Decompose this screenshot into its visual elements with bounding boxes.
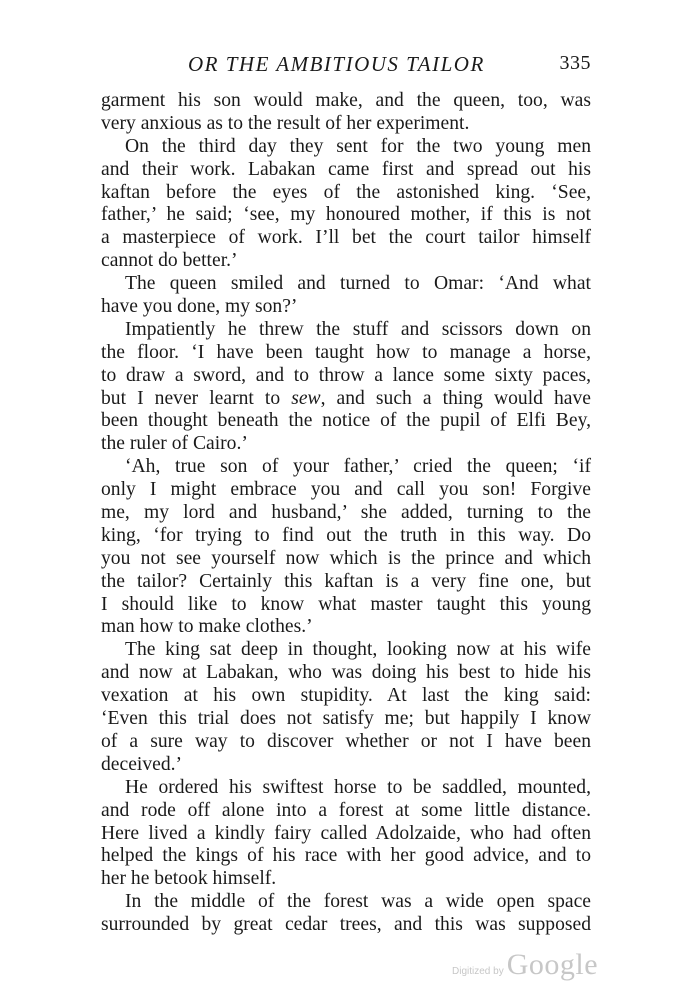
text-line: vexation at his own stupidity. At last the king said: [101, 685, 591, 707]
text-line: garment his son would make, and the queen, too, was [101, 90, 591, 111]
digitized-watermark [452, 948, 599, 981]
text-line: her he betook himself. [101, 868, 277, 890]
text-line: the floor. ‘I have been taught how to manage a horse, [101, 341, 591, 363]
text-fragment: but I never learnt to [101, 387, 292, 409]
text-line: only I might embrace you and call you son! Forgive [101, 479, 591, 501]
text-line: The king sat deep in thought, looking now at his wife [125, 639, 591, 661]
text-line: of a sure way to discover whether or not I have been [101, 730, 591, 752]
text-fragment: , and such a thing would have [320, 387, 591, 409]
text-line: The queen smiled and turned to Omar: ‘And what [125, 273, 591, 295]
text-line: kaftan before the eyes of the astonished king. ‘See, [101, 181, 591, 203]
running-title: OR THE AMBITIOUS TAILOR [188, 52, 485, 76]
text-line-with-italic [101, 388, 591, 411]
text-line: cannot do better.’ [101, 250, 238, 272]
text-line: and now at Labakan, who was doing his best to hide his [101, 662, 591, 684]
text-line: king, ‘for trying to find out the truth in this way. Do [101, 524, 591, 546]
text-line: and their work. Labakan came first and spread out his [101, 158, 591, 180]
text-line: On the third day they sent for the two young men [125, 135, 591, 157]
google-logo: Google [506, 948, 599, 981]
watermark-prefix: Digitized by [452, 966, 504, 977]
text-line: me, my lord and husband,’ she added, turning to the [101, 502, 591, 524]
text-line: to draw a sword, and to throw a lance some sixty paces, [101, 364, 591, 386]
text-line: Here lived a kindly fairy called Adolzaide, who had often [101, 822, 591, 844]
text-line: have you done, my son?’ [101, 296, 298, 318]
text-line: He ordered his swiftest horse to be saddled, mounted, [125, 776, 591, 798]
text-line: ‘Even this trial does not satisfy me; but happily I know [101, 708, 591, 730]
text-line: In the middle of the forest was a wide open space [125, 891, 591, 913]
text-line: a masterpiece of work. I’ll bet the court tailor himself [101, 227, 591, 249]
text-line: surrounded by great cedar trees, and this was supposed [101, 914, 591, 936]
text-line: you not see yourself now which is the prince and which [101, 547, 591, 569]
text-line: and rode off alone into a forest at some little distance. [101, 799, 591, 821]
text-line: deceived.’ [101, 753, 183, 775]
text-line: been thought beneath the notice of the pupil of Elfi Bey, [101, 410, 591, 432]
text-line: the tailor? Certainly this kaftan is a very fine one, but [101, 570, 591, 592]
page-number: 335 [559, 52, 591, 74]
text-line: very anxious as to the result of her experiment. [101, 112, 470, 134]
text-line: father,’ he said; ‘see, my honoured mother, if this is not [101, 204, 591, 226]
text-line: man how to make clothes.’ [101, 616, 313, 638]
running-head [180, 52, 591, 80]
body-text [101, 90, 591, 937]
text-line: I should like to know what master taught this young [101, 593, 591, 615]
italic-word: sew [291, 387, 321, 409]
text-line: helped the kings of his race with her good advice, and to [101, 845, 591, 867]
text-line: Impatiently he threw the stuff and scissors down on [125, 318, 591, 340]
text-line: ‘Ah, true son of your father,’ cried the queen; ‘if [125, 456, 591, 478]
text-line: the ruler of Cairo.’ [101, 433, 248, 455]
